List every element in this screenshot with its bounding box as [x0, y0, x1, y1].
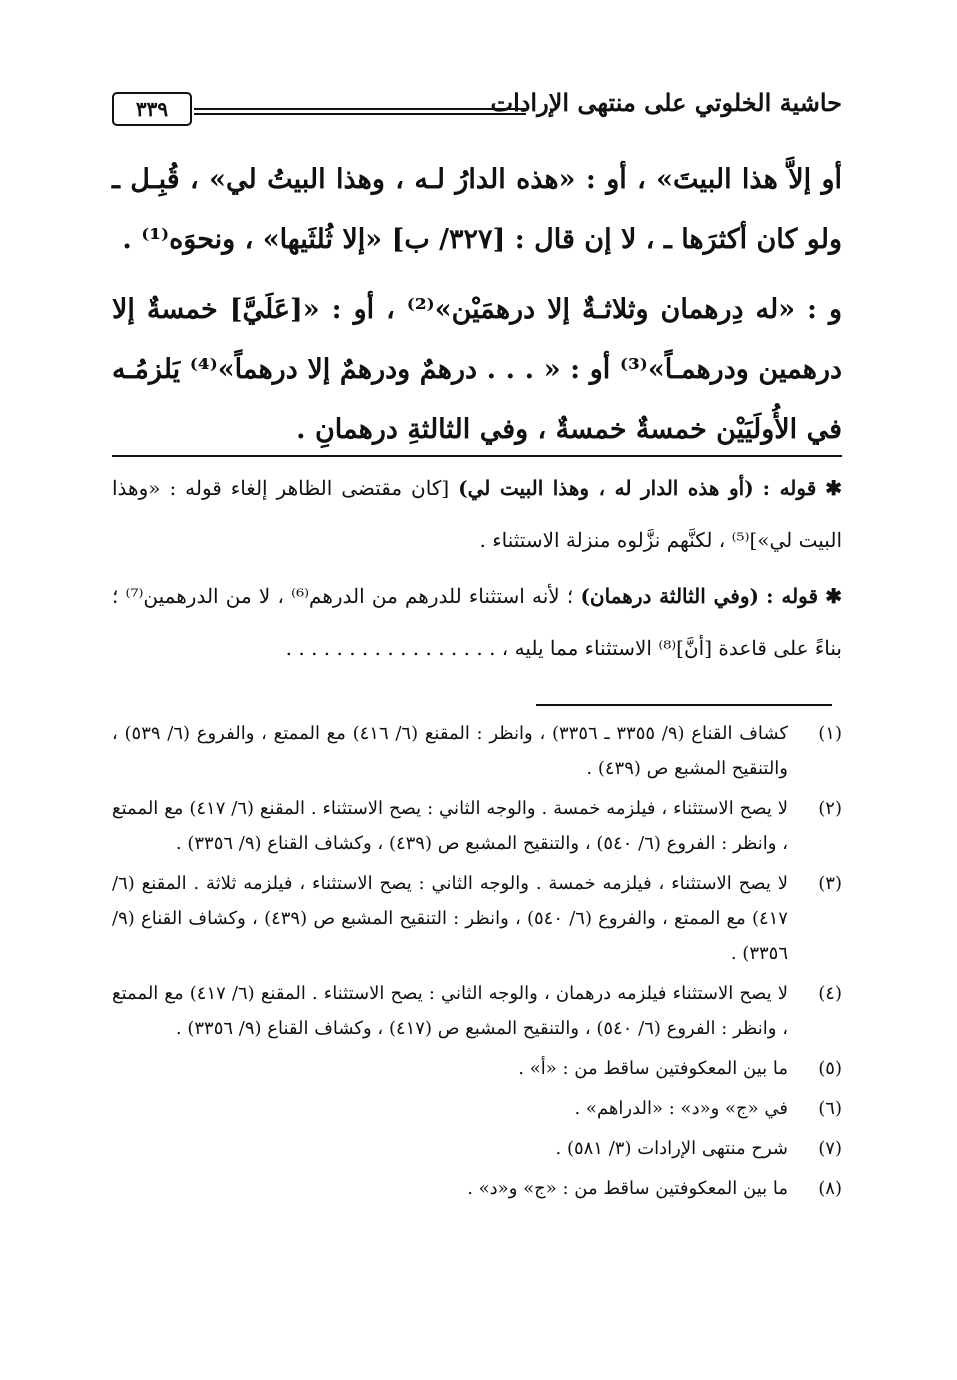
footnote-text: لا يصح الاستثناء ، فيلزمه خمسة . والوجه الثاني : يصح الاستثناء ، فيلزمه ثلاثة . المقنع (٦/ ٤١٧) مع الممتع ، والفروع (٦/ ٥٤٠) ، وانظر : التنقيح المشبع ص (٤٣٩) ، وكشاف القناع (٩/ ٣٣٥٦) .: [112, 873, 788, 964]
commentary-2-lead: قوله :: [766, 584, 819, 608]
footnote: [112, 1171, 842, 1206]
footnote: [112, 791, 842, 861]
footnote-divider: [536, 704, 832, 706]
footnote: [112, 976, 842, 1046]
footnote-number: (٧): [818, 1138, 842, 1159]
footnote-text: ما بين المعكوفتين ساقط من : «ج» و«د» .: [467, 1178, 788, 1199]
main-text-divider: [112, 455, 842, 457]
footnote-text: لا يصح الاستثناء فيلزمه درهمان ، والوجه الثاني : يصح الاستثناء . المقنع (٦/ ٤١٧) مع الممتع ، وانظر : الفروع (٦/ ٥٤٠) ، والتنقيح المشبع ص (٤١٧) ، وكشاف القناع (٩/ ٣٣٥٦) .: [112, 983, 788, 1039]
footnote-text: كشاف القناع (٩/ ٣٣٥٥ ـ ٣٣٥٦) ، وانظر : المقنع (٦/ ٤١٦) مع الممتع ، والفروع (٦/ ٥٣٩) ، والتنقيح المشبع ص (٤٣٩) .: [112, 723, 788, 779]
header-rule: [194, 108, 526, 115]
footnote-number: (٣): [818, 873, 842, 894]
footnote-text: ما بين المعكوفتين ساقط من : «أ» .: [518, 1058, 788, 1079]
asterisk-icon: ✱: [825, 584, 843, 608]
footnote-number: (٦): [818, 1098, 842, 1119]
footnote-number: (٢): [818, 798, 842, 819]
commentary-2-text: ؛ لأنه استثناء للدرهم من الدرهم⁽⁶⁾ ، لا من الدرهمين⁽⁷⁾ ؛ بناءً على قاعدة [أنَّ]⁽⁸⁾ الاستثناء مما يليه ، . . . . . . . . . . . . . . . . .: [112, 584, 842, 660]
footnote: [112, 866, 842, 971]
commentary-2-quote: (وفي الثالثة درهمان): [580, 584, 759, 608]
footnote-text: شرح منتهى الإرادات (٣/ ٥٨١) .: [555, 1138, 788, 1159]
commentary: [112, 462, 842, 678]
footnote-text: لا يصح الاستثناء ، فيلزمه خمسة . والوجه الثاني : يصح الاستثناء . المقنع (٦/ ٤١٧) مع الممتع ، وانظر : الفروع (٦/ ٥٤٠) ، والتنقيح المشبع ص (٤٣٩) ، وكشاف القناع (٩/ ٣٣٥٦) .: [112, 798, 788, 854]
main-paragraph-2: و : «له دِرهمان وثلاثـةٌ إلا درهمَيْن»⁽²⁾ ، أو : «[عَلَيَّ] خمسةٌ إلا درهمين ودرهمـاً»⁽³⁾ أو : « . . . درهمٌ ودرهمٌ إلا درهماً»⁽⁴⁾ يَلزمُـه في الأُولَيَيْن خمسةٌ خمسةٌ ، وفي الثالثةِ درهمانِ .: [112, 294, 843, 445]
footnote: [112, 1051, 842, 1086]
commentary-1-lead: قوله :: [762, 476, 817, 500]
footnote: [112, 716, 842, 786]
footnotes: [112, 716, 842, 1211]
footnote-number: (٥): [818, 1058, 842, 1079]
footnote-number: (٤): [818, 983, 842, 1004]
commentary-2: [112, 570, 842, 674]
asterisk-icon: ✱: [825, 476, 843, 500]
book-title: حاشية الخلوتي على منتهى الإرادات: [490, 88, 842, 117]
commentary-1-text: [كان مقتضى الظاهر إلغاء قوله : «وهذا البيت لي»]⁽⁵⁾ ، لكنَّهم نزَّلوه منزلة الاستثناء .: [112, 476, 842, 552]
footnote: [112, 1091, 842, 1126]
page-number: ٣٣٩: [112, 92, 192, 126]
main-paragraph-1: أو إلاَّ هذا البيتَ» ، أو : «هذه الدارُ لـه ، وهذا البيتُ لي» ، قُبِـل ـ ولو كان أكثرَها ـ ، لا إن قال : [٣٢٧/ ب] «إلا ثُلثَيها» ، ونحوَه⁽¹⁾ .: [112, 164, 842, 255]
main-text: [112, 150, 842, 470]
footnote-number: (٨): [818, 1178, 842, 1199]
commentary-1-quote: (أو هذه الدار له ، وهذا البيت لي): [458, 476, 754, 500]
footnote: [112, 1131, 842, 1166]
footnote-text: في «ج» و«د» : «الدراهم» .: [574, 1098, 788, 1119]
running-header: [112, 88, 842, 128]
footnote-number: (١): [818, 723, 842, 744]
commentary-1: [112, 462, 842, 566]
